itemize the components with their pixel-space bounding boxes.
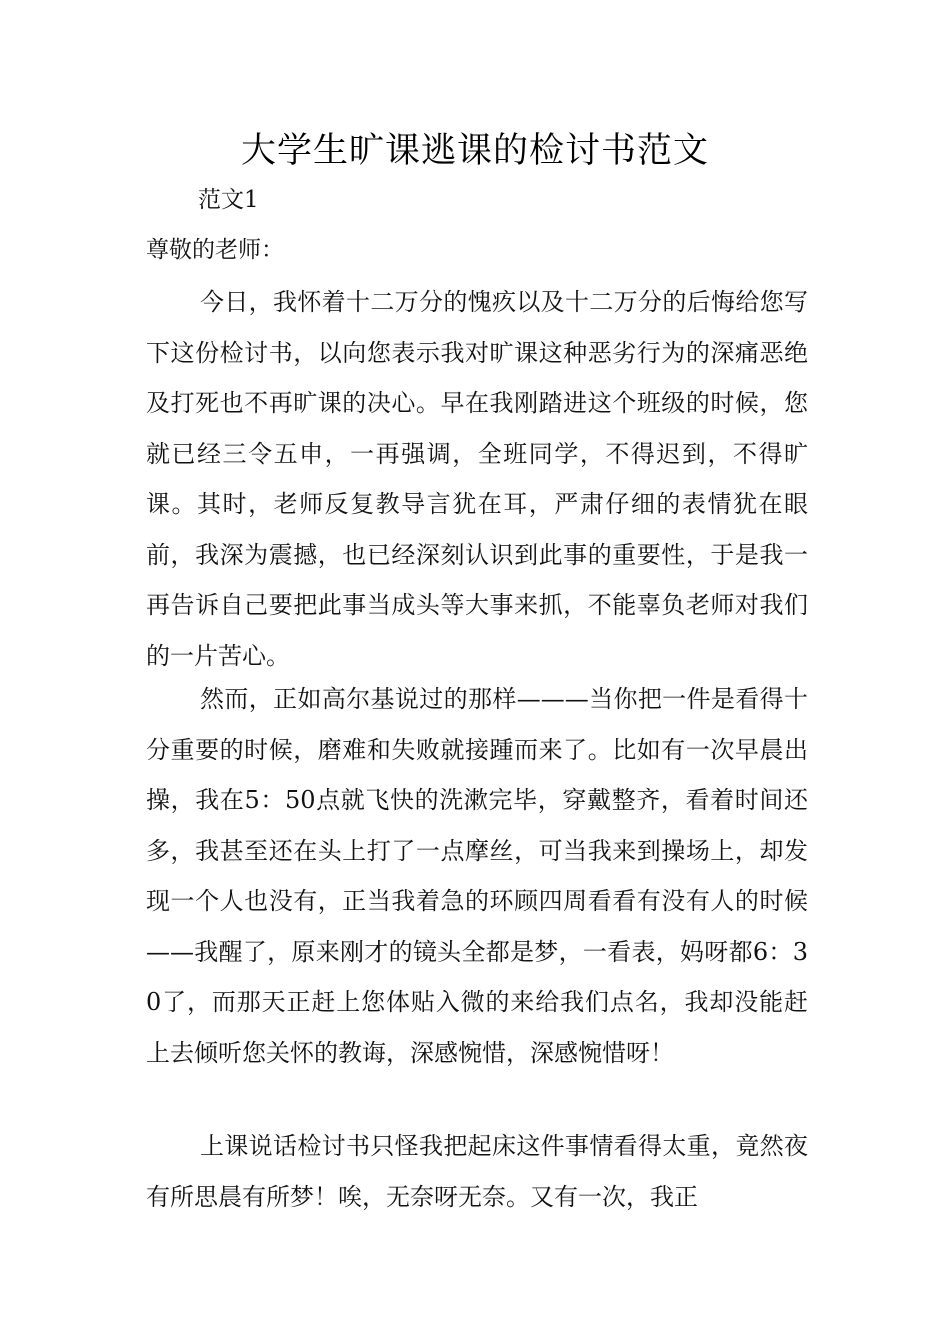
body-paragraph-3: 上课说话检讨书只怪我把起床这件事情看得太重，竟然夜有所思晨有所梦！唉，无奈呀无奈。又有一次，我正	[146, 1132, 808, 1211]
body-paragraph-2: 然而，正如高尔基说过的那样———当你把一件是看得十分重要的时候，磨难和失败就接踵而来了。比如有一次早晨出操，我在5：50点就飞快的洗漱完毕，穿戴整齐，看着时间还多，我甚至还在头上打了一点摩丝，可当我来到操场上，却发现一个人也没有，正当我着急的环顾四周看看有没有人的时候——我醒了，原来刚才的镜头全都是梦，一看表，妈呀都6：30了，而那天正赶上您体贴入微的来给我们点名，我却没能赶上去倾听您关怀的教诲，深感惋惜，深感惋惜呀！	[146, 685, 808, 1067]
sample-label: 范文1	[198, 187, 259, 213]
salutation: 尊敬的老师：	[146, 237, 284, 263]
document-title: 大学生旷课逃课的检讨书范文	[240, 131, 709, 171]
body-paragraph-1: 今日，我怀着十二万分的愧疚以及十二万分的后悔给您写下这份检讨书，以向您表示我对旷课这种恶劣行为的深痛恶绝及打死也不再旷课的决心。早在我刚踏进这个班级的时候，您就已经三令五申，一再强调，全班同学，不得迟到，不得旷课。其时，老师反复教导言犹在耳，严肃仔细的表情犹在眼前，我深为震撼，也已经深刻认识到此事的重要性，于是我一再告诉自己要把此事当成头等大事来抓，不能辜负老师对我们的一片苦心。	[146, 288, 808, 670]
